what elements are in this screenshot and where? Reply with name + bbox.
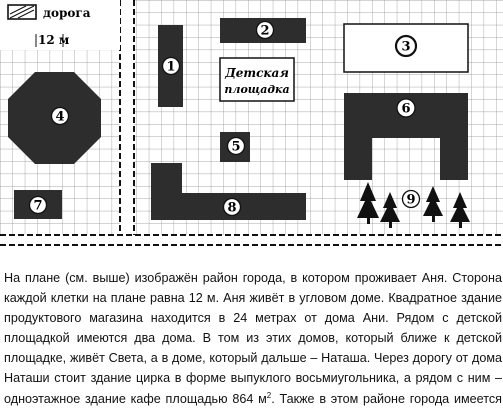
marker-1 [163, 58, 180, 75]
horizontal-road [0, 235, 503, 245]
svg-text:4: 4 [55, 109, 65, 125]
task-line: На плане (см. выше) изображён район города, в котором проживает Аня. Сторона [4, 271, 502, 285]
marker-8 [224, 199, 241, 216]
svg-text:6: 6 [401, 101, 411, 117]
marker-7 [30, 197, 47, 214]
scale-label: 12 м [38, 33, 70, 47]
vertical-road [120, 0, 134, 245]
svg-text:8: 8 [227, 200, 237, 216]
playground-label-line1: Детская [225, 66, 289, 80]
svg-text:2: 2 [260, 23, 270, 39]
task-line: площадкой имеются два дома. В том из этих домов, который ближе к детской [4, 331, 502, 346]
task-line: площадке, живёт Света, а в доме, который дальше – Наташа. Через дорогу от дома [4, 351, 502, 366]
svg-text:5: 5 [231, 139, 241, 155]
marker-4 [52, 108, 69, 125]
marker-5 [228, 138, 245, 155]
marker-6 [397, 99, 415, 117]
task-line: Наташи стоит здание цирка в форме выпуклого восьмиугольника, а рядом с ним – [4, 371, 502, 386]
task-line-last: одноэтажное здание кафе площадью 864 $м^2$. Также в этом районе города имеется [4, 390, 502, 406]
legend [0, 0, 120, 50]
svg-text:1: 1 [166, 59, 176, 75]
task-description [4, 268, 502, 409]
task-line: каждой клетки на плане равна 12 м. Аня живёт в угловом доме. Квадратное здание [4, 291, 502, 306]
marker-2 [257, 22, 274, 39]
svg-text:3: 3 [401, 39, 411, 55]
svg-text:9: 9 [406, 192, 416, 208]
task-line: продуктового магазина находится в 24 метрах от дома Ани. Рядом с детской [4, 311, 502, 326]
marker-9 [403, 191, 420, 208]
legend-road-label: дорога [43, 6, 91, 20]
marker-3 [396, 36, 416, 56]
svg-text:7: 7 [33, 198, 43, 214]
playground-label-line2: площадка [224, 83, 290, 96]
